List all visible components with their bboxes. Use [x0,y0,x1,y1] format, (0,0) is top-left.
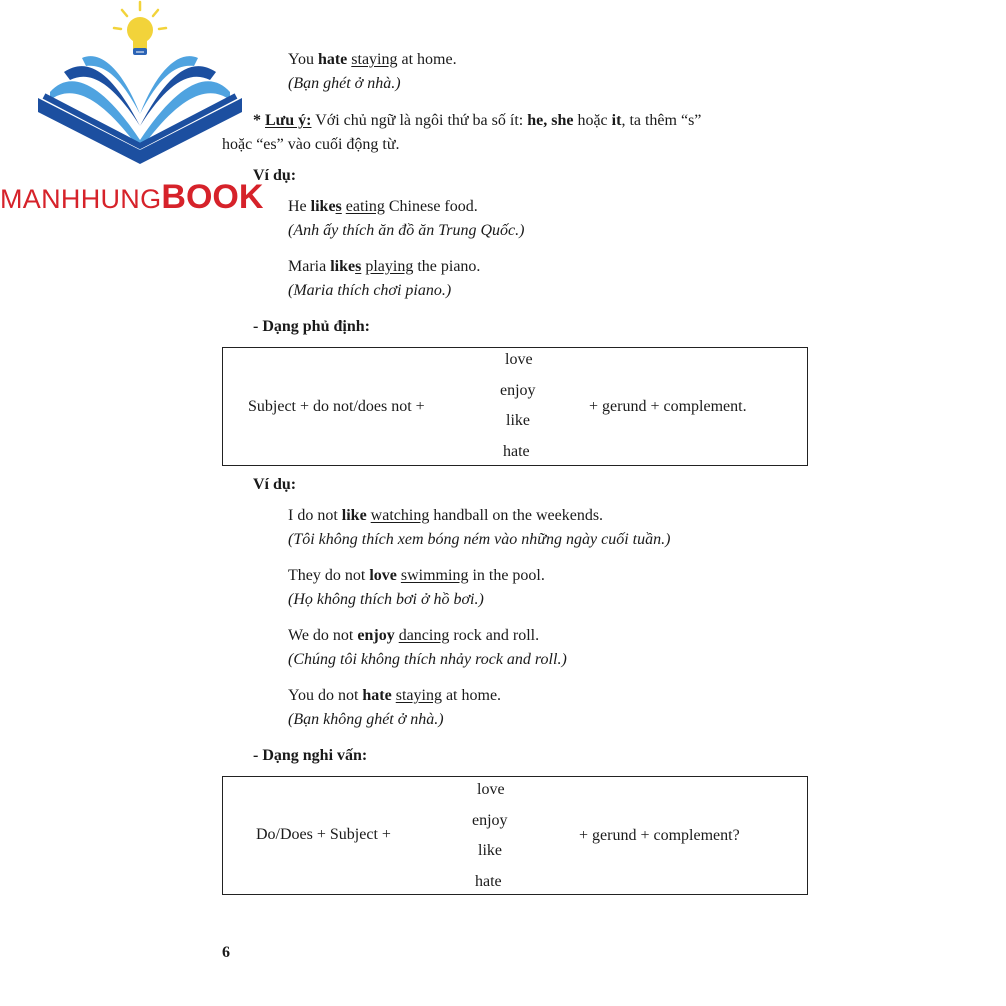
example-text: You do not [288,687,363,704]
vidu-heading: Ví dụ: [253,476,297,493]
note-text: , ta thêm “s” [621,112,702,129]
verb-bold: hate [317,51,348,68]
note-line-1 [253,112,701,130]
example-text: Maria [288,258,331,275]
formula-right: + gerund + complement? [579,827,740,844]
verb-bold: hate [362,687,392,704]
formula-verb: love [477,781,505,798]
formula-verb: enjoy [472,812,508,829]
brand-name-light: MANHHUNG [0,184,162,214]
verb-bold: enjoy [357,627,395,644]
verb-bold: like [330,258,356,275]
gerund-underlined: eating [345,198,385,215]
example-text: the piano. [413,258,481,275]
formula-verb: enjoy [500,382,536,399]
gerund-underlined: dancing [398,627,450,644]
verb-suffix: s [335,198,342,215]
note-pronoun-it: it [611,112,622,129]
example-text: I do not [288,507,342,524]
formula-left: Do/Does + Subject + [256,826,391,843]
note-label: Lưu ý: [265,112,312,129]
note-pronouns: he, she [527,112,574,129]
gerund-underlined: watching [370,507,430,524]
negative-example-2 [288,567,545,585]
example-text: We do not [288,627,358,644]
example-text: They do not [288,567,370,584]
gerund-underlined: staying [351,51,398,68]
vidu-heading: Ví dụ: [253,167,297,184]
note-line-2: hoặc “es” vào cuối động từ. [222,136,400,153]
negative-example-3 [288,627,539,645]
verb-suffix: s [355,258,362,275]
formula-verb: hate [475,873,502,890]
brand-name [0,178,263,217]
formula-verb: like [478,842,502,859]
verb-bold: love [369,567,397,584]
example-maria-likes-translation: (Maria thích chơi piano.) [288,282,452,299]
example-you-hate-translation: (Bạn ghét ở nhà.) [288,75,401,92]
formula-verb: love [505,351,533,368]
negative-formula-box [222,347,808,466]
formula-right: + gerund + complement. [589,398,747,415]
example-text: You [288,51,318,68]
example-text: at home. [397,51,457,68]
formula-verb: like [506,412,530,429]
interrogative-heading: - Dạng nghi vấn: [253,747,368,764]
negative-example-4-translation: (Bạn không ghét ở nhà.) [288,711,444,728]
publisher-logo [0,0,300,220]
example-text: Chinese food. [384,198,478,215]
note-text: hoặc [573,112,612,129]
example-text: rock and roll. [449,627,540,644]
brand-name-bold: BOOK [161,178,264,216]
gerund-underlined: playing [365,258,414,275]
example-he-likes-translation: (Anh ấy thích ăn đồ ăn Trung Quốc.) [288,222,525,239]
verb-bold: like [341,507,367,524]
example-text: at home. [441,687,502,704]
negative-example-1-translation: (Tôi không thích xem bóng ném vào những ngày cuối tuần.) [288,531,671,548]
example-text: handball on the weekends. [429,507,604,524]
negative-heading: - Dạng phủ định: [253,318,370,335]
example-he-likes [288,198,478,216]
formula-verb: hate [503,443,530,460]
example-you-hate [288,51,457,69]
book-bulb-icon [0,0,300,185]
note-star: * [253,112,265,129]
note-text: Với chủ ngữ là ngôi thứ ba số ít: [311,112,528,129]
gerund-underlined: staying [395,687,442,704]
negative-example-4 [288,687,501,705]
example-text: in the pool. [468,567,545,584]
negative-example-3-translation: (Chúng tôi không thích nhảy rock and roll.) [288,651,567,668]
interrogative-formula-box [222,776,808,895]
gerund-underlined: swimming [400,567,469,584]
page-number: 6 [222,944,230,961]
formula-left: Subject + do not/does not + [248,398,425,415]
example-maria-likes [288,258,480,276]
verb-bold: like [310,198,336,215]
negative-example-2-translation: (Họ không thích bơi ở hồ bơi.) [288,591,484,608]
example-text: He [288,198,311,215]
negative-example-1 [288,507,603,525]
